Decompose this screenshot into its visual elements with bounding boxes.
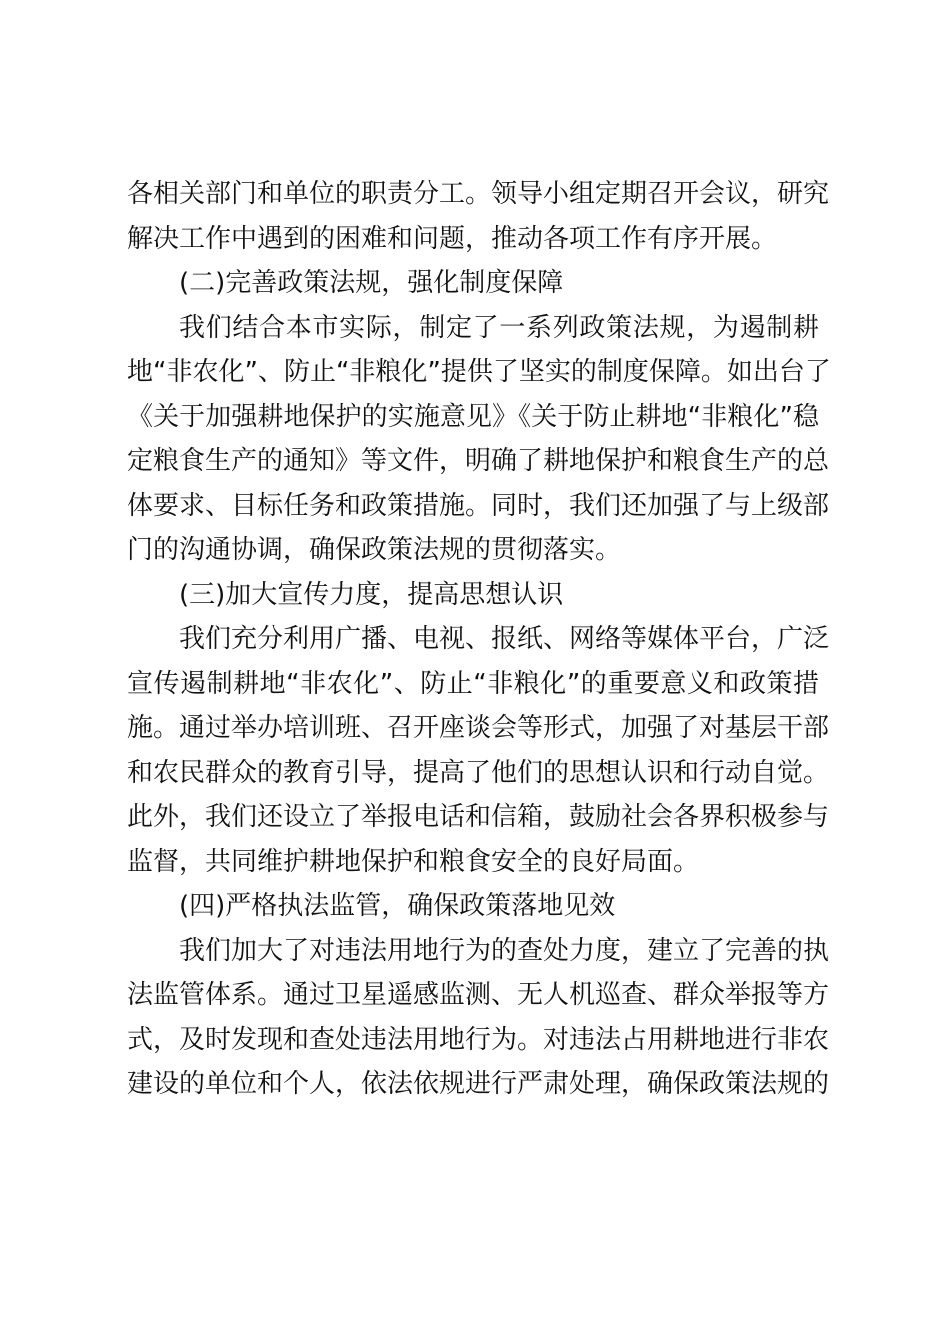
body-paragraph [127,617,830,884]
paragraph-line: 我们加大了对违法用地行为的查处力度，建立了完善的执 [179,935,830,966]
paragraph-line: 我们结合本市实际，制定了一系列政策法规，为遏制耕 [179,312,819,343]
paragraph-line: 法监管体系。通过卫星遥感监测、无人机巡查、群众举报等方 [127,980,830,1010]
paragraph-line: 监督，共同维护耕地保护和粮食安全的良好局面。 [127,846,700,877]
heading-text: (四)严格执法监管，确保政策落地见效 [179,891,616,921]
paragraph-line: 体要求、目标任务和政策措施。同时，我们还加强了与上级部 [127,490,830,521]
paragraph-line: 《关于加强耕地保护的实施意见》《关于防止耕地“非粮化”稳 [127,401,819,432]
paragraph-line: 门的沟通协调，确保政策法规的贯彻落实。 [127,535,622,565]
body-paragraph [127,172,830,261]
section-heading [127,261,819,306]
paragraph-line: 建设的单位和个人，依法依规进行严肃处理，确保政策法规的 [127,1069,830,1099]
paragraph-line: 宣传遏制耕地“非农化”、防止“非粮化”的重要意义和政策措 [127,668,819,699]
paragraph-line: 各相关部门和单位的职责分工。领导小组定期召开会议，研究 [127,179,830,209]
paragraph-line: 地“非农化”、防止“非粮化”提供了坚实的制度保障。如出台了 [127,357,831,387]
paragraph-line: 我们充分利用广播、电视、报纸、网络等媒体平台，广泛 [179,624,830,654]
document-body [127,172,831,1107]
body-paragraph [127,306,831,573]
paragraph-line: 式，及时发现和查处违法用地行为。对违法占用耕地进行非农 [127,1024,830,1055]
paragraph-line: 和农民群众的教育引导，提高了他们的思想认识和行动自觉。 [127,757,830,788]
paragraph-line: 此外，我们还设立了举报电话和信箱，鼓励社会各界积极参与 [127,802,830,832]
heading-text: (三)加大宣传力度，提高思想认识 [179,579,564,610]
section-heading [127,573,819,618]
section-heading [127,884,819,929]
body-paragraph [127,929,830,1107]
heading-text: (二)完善政策法规，强化制度保障 [179,268,564,298]
paragraph-line: 定粮食生产的通知》等文件，明确了耕地保护和粮食生产的总 [127,446,830,476]
paragraph-line: 解决工作中遇到的困难和问题，推动各项工作有序开展。 [127,223,778,254]
paragraph-line: 施。通过举办培训班、召开座谈会等形式，加强了对基层干部 [127,713,830,743]
